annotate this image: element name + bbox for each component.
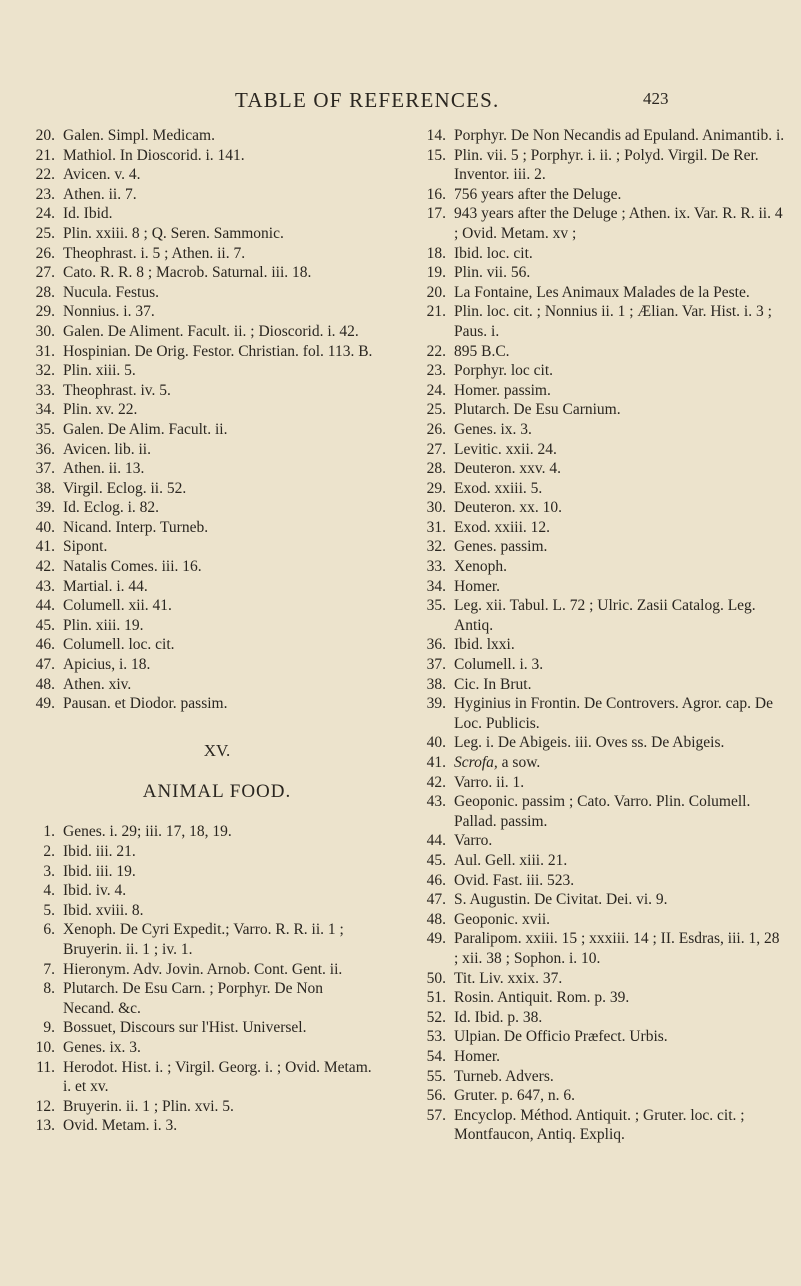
reference-text: Exod. xxiii. 12. <box>454 518 551 536</box>
reference-text: La Fontaine, Les Animaux Malades de la Peste. <box>454 283 750 301</box>
reference-text: Hieronym. Adv. Jovin. Arnob. Cont. Gent. ii. <box>63 960 343 978</box>
reference-text: Pausan. et Diodor. passim. <box>63 695 228 713</box>
reference-number: 51. <box>426 989 446 1007</box>
reference-number: 49. <box>426 930 446 948</box>
reference-entry <box>415 185 785 205</box>
reference-number: 52. <box>426 1008 446 1026</box>
reference-number: 42. <box>426 773 446 791</box>
reference-number: 29. <box>426 479 446 497</box>
reference-entry <box>24 126 374 146</box>
reference-number: 22. <box>426 342 446 360</box>
reference-text: Genes. ix. 3. <box>63 1038 141 1056</box>
reference-text: Geoponic. passim ; Cato. Varro. Plin. Columell. Pallad. passim. <box>454 793 751 830</box>
reference-entry <box>24 361 374 381</box>
reference-entry <box>24 1116 374 1136</box>
reference-number: 16. <box>426 185 446 203</box>
reference-number: 27. <box>426 440 446 458</box>
reference-entry <box>415 577 785 597</box>
reference-entry <box>415 596 785 635</box>
reference-entry <box>24 283 374 303</box>
reference-number: 48. <box>35 675 55 693</box>
reference-text: Id. Ibid. <box>63 205 113 223</box>
reference-text: Bruyerin. ii. 1 ; Plin. xvi. 5. <box>63 1097 234 1115</box>
reference-number: 13. <box>35 1117 55 1135</box>
reference-text: Plin. xxiii. 8 ; Q. Seren. Sammonic. <box>63 224 284 242</box>
reference-entry <box>24 537 374 557</box>
reference-number: 1. <box>43 823 55 841</box>
reference-text: Galen. Simpl. Medicam. <box>63 127 215 144</box>
reference-entry <box>415 342 785 362</box>
reference-number: 7. <box>43 960 55 978</box>
reference-entry <box>24 165 374 185</box>
reference-number: 32. <box>35 362 55 380</box>
reference-number: 37. <box>426 656 446 674</box>
reference-text: Athen. xiv. <box>63 675 132 693</box>
reference-entry <box>415 420 785 440</box>
reference-number: 14. <box>426 127 446 144</box>
reference-text: Exod. xxiii. 5. <box>454 479 543 497</box>
reference-entry <box>24 862 374 882</box>
reference-number: 26. <box>426 420 446 438</box>
reference-entry <box>415 753 785 773</box>
reference-number: 10. <box>35 1038 55 1056</box>
reference-number: 40. <box>426 734 446 752</box>
reference-text: Athen. ii. 7. <box>63 185 137 203</box>
reference-number: 26. <box>35 244 55 262</box>
reference-entry <box>24 842 374 862</box>
reference-text: Hyginius in Frontin. De Controvers. Agror. cap. De Loc. Publicis. <box>454 695 774 732</box>
reference-number: 20. <box>35 127 55 144</box>
reference-number: 54. <box>426 1047 446 1065</box>
reference-text: Id. Ibid. p. 38. <box>454 1008 543 1026</box>
reference-text: Scrofa, a sow. <box>454 754 541 771</box>
reference-entry <box>24 459 374 479</box>
reference-number: 38. <box>426 675 446 693</box>
reference-number: 6. <box>43 921 55 939</box>
reference-text: Ibid. lxxi. <box>454 636 515 654</box>
reference-entry <box>24 263 374 283</box>
reference-number: 25. <box>35 224 55 242</box>
reference-text: Nucula. Festus. <box>63 283 160 301</box>
reference-text: Nicand. Interp. Turneb. <box>63 518 209 536</box>
reference-text: Xenoph. De Cyri Expedit.; Varro. R. R. ii. 1 ; Bruyerin. ii. 1 ; iv. 1. <box>63 921 344 958</box>
reference-number: 32. <box>426 538 446 556</box>
reference-number: 44. <box>426 832 446 850</box>
reference-entry <box>24 381 374 401</box>
reference-text: 943 years after the Deluge ; Athen. ix. Var. R. R. ii. 4 ; Ovid. Metam. xv ; <box>454 205 783 242</box>
reference-text: Homer. <box>454 1047 501 1065</box>
reference-text: 895 B.C. <box>454 342 510 360</box>
reference-number: 28. <box>35 283 55 301</box>
reference-text: Virgil. Eclog. ii. 52. <box>63 479 187 497</box>
reference-entry <box>24 420 374 440</box>
reference-text: Plin. xiii. 5. <box>63 362 136 380</box>
reference-number: 5. <box>43 901 55 919</box>
reference-text: Porphyr. De Non Necandis ad Epuland. Animantib. i. <box>454 127 785 144</box>
reference-text: Leg. xii. Tabul. L. 72 ; Ulric. Zasii Catalog. Leg. Antiq. <box>454 597 756 634</box>
reference-number: 30. <box>35 322 55 340</box>
reference-number: 41. <box>35 538 55 556</box>
reference-number: 34. <box>426 577 446 595</box>
reference-number: 12. <box>35 1097 55 1115</box>
reference-entry <box>415 440 785 460</box>
reference-entry <box>415 675 785 695</box>
reference-number: 38. <box>35 479 55 497</box>
reference-number: 47. <box>426 891 446 909</box>
reference-text: Tit. Liv. xxix. 37. <box>454 969 563 987</box>
reference-entry <box>24 822 374 842</box>
reference-text: Genes. ix. 3. <box>454 420 532 438</box>
left-entries-top <box>24 126 374 714</box>
reference-number: 43. <box>426 793 446 811</box>
reference-number: 20. <box>426 283 446 301</box>
reference-text: Mathiol. In Dioscorid. i. 141. <box>63 146 245 164</box>
reference-text: Plin. loc. cit. ; Nonnius ii. 1 ; Ælian. Var. Hist. i. 3 ; Paus. i. <box>454 303 772 340</box>
reference-entry <box>415 851 785 871</box>
reference-entry <box>24 400 374 420</box>
reference-number: 22. <box>35 166 55 184</box>
reference-entry <box>24 479 374 499</box>
reference-entry <box>415 773 785 793</box>
reference-entry <box>24 655 374 675</box>
reference-entry <box>24 185 374 205</box>
reference-entry <box>24 557 374 577</box>
reference-number: 39. <box>35 499 55 517</box>
reference-number: 47. <box>35 656 55 674</box>
reference-text: Porphyr. loc cit. <box>454 362 554 380</box>
running-title: TABLE OF REFERENCES. <box>235 88 500 112</box>
reference-entry <box>415 557 785 577</box>
reference-text: Avicen. v. 4. <box>63 166 141 184</box>
reference-text: Sipont. <box>63 538 108 556</box>
reference-entry <box>24 1038 374 1058</box>
reference-entry <box>24 1097 374 1117</box>
page-number: 423 <box>643 89 669 108</box>
reference-text: Gruter. p. 647, n. 6. <box>454 1087 575 1105</box>
reference-entry <box>415 1047 785 1067</box>
reference-entry <box>415 400 785 420</box>
reference-text: Ibid. iii. 19. <box>63 862 136 880</box>
reference-number: 27. <box>35 264 55 282</box>
reference-entry <box>24 518 374 538</box>
reference-entry <box>415 871 785 891</box>
reference-number: 29. <box>35 303 55 321</box>
reference-number: 45. <box>35 616 55 634</box>
reference-text: Genes. i. 29; iii. 17, 18, 19. <box>63 823 232 841</box>
left-column <box>24 126 374 1136</box>
reference-text: Apicius, i. 18. <box>63 656 151 674</box>
reference-text: Levitic. xxii. 24. <box>454 440 557 458</box>
reference-entry <box>415 910 785 930</box>
reference-text: Deuteron. xxv. 4. <box>454 460 562 478</box>
reference-entry <box>24 302 374 322</box>
reference-entry <box>415 498 785 518</box>
reference-entry <box>24 920 374 959</box>
reference-number: 21. <box>426 303 446 321</box>
right-column <box>415 126 785 1145</box>
reference-text: Ovid. Fast. iii. 523. <box>454 871 575 889</box>
reference-number: 56. <box>426 1087 446 1105</box>
reference-entry <box>415 361 785 381</box>
reference-text: Galen. De Aliment. Facult. ii. ; Dioscorid. i. 42. <box>63 322 359 340</box>
reference-entry <box>24 440 374 460</box>
reference-entry <box>415 459 785 479</box>
reference-entry <box>24 960 374 980</box>
reference-text: Columell. i. 3. <box>454 656 544 674</box>
reference-entry <box>415 518 785 538</box>
reference-entry <box>415 263 785 283</box>
reference-text: Bossuet, Discours sur l'Hist. Universel. <box>63 1019 307 1037</box>
reference-text: Martial. i. 44. <box>63 577 148 595</box>
reference-entry <box>24 204 374 224</box>
reference-number: 40. <box>35 518 55 536</box>
reference-number: 18. <box>426 244 446 262</box>
reference-entry <box>415 694 785 733</box>
reference-number: 35. <box>426 597 446 615</box>
reference-number: 30. <box>426 499 446 517</box>
reference-entry <box>24 694 374 714</box>
reference-text: Genes. passim. <box>454 538 548 556</box>
reference-entry <box>24 1018 374 1038</box>
reference-entry <box>415 204 785 243</box>
reference-entry <box>415 831 785 851</box>
running-header <box>0 88 801 112</box>
reference-text: Turneb. Advers. <box>454 1067 554 1085</box>
reference-text: Galen. De Alim. Facult. ii. <box>63 420 228 438</box>
reference-text: Xenoph. <box>454 558 507 576</box>
reference-text: Encyclop. Méthod. Antiquit. ; Gruter. loc. cit. ; Montfaucon, Antiq. Expliq. <box>454 1106 745 1144</box>
reference-number: 35. <box>35 420 55 438</box>
reference-text: Avicen. lib. ii. <box>63 440 151 458</box>
reference-entry <box>415 969 785 989</box>
reference-entry <box>24 596 374 616</box>
reference-text: Plin. xv. 22. <box>63 401 138 419</box>
reference-text: Columell. loc. cit. <box>63 636 175 654</box>
reference-text: Deuteron. xx. 10. <box>454 499 563 517</box>
reference-text: Paralipom. xxiii. 15 ; xxxiii. 14 ; II. Esdras, iii. 1, 28 ; xii. 38 ; Sophon. i. 10. <box>454 930 780 967</box>
reference-number: 36. <box>35 440 55 458</box>
right-entries <box>415 126 785 1145</box>
reference-entry <box>415 1008 785 1028</box>
reference-text: Plin. xiii. 19. <box>63 616 144 634</box>
reference-number: 23. <box>35 185 55 203</box>
reference-entry <box>24 901 374 921</box>
reference-number: 19. <box>426 264 446 282</box>
reference-entry <box>415 244 785 264</box>
reference-entry <box>415 635 785 655</box>
reference-text: Homer. passim. <box>454 381 551 399</box>
reference-text: Ibid. loc. cit. <box>454 244 533 262</box>
reference-text: Athen. ii. 13. <box>63 460 145 478</box>
reference-entry <box>415 1067 785 1087</box>
reference-text: Varro. <box>454 832 493 850</box>
reference-number: 23. <box>426 362 446 380</box>
reference-number: 17. <box>426 205 446 223</box>
reference-entry <box>24 498 374 518</box>
reference-number: 33. <box>35 381 55 399</box>
reference-number: 15. <box>426 146 446 164</box>
reference-number: 3. <box>43 862 55 880</box>
reference-number: 4. <box>43 882 55 900</box>
reference-text: Leg. i. De Abigeis. iii. Oves ss. De Abigeis. <box>454 734 725 752</box>
reference-text: Hospinian. De Orig. Festor. Christian. fol. 113. B. <box>63 342 373 360</box>
reference-entry <box>415 126 785 146</box>
reference-number: 8. <box>43 980 55 998</box>
reference-text: Plin. vii. 5 ; Porphyr. i. ii. ; Polyd. Virgil. De Rer. Inventor. iii. 2. <box>454 146 759 184</box>
reference-text: Herodot. Hist. i. ; Virgil. Georg. i. ; Ovid. Metam. i. et xv. <box>63 1058 372 1096</box>
reference-number: 21. <box>35 146 55 164</box>
reference-text: Rosin. Antiquit. Rom. p. 39. <box>454 989 630 1007</box>
reference-text: Nonnius. i. 37. <box>63 303 155 321</box>
reference-number: 24. <box>35 205 55 223</box>
reference-number: 43. <box>35 577 55 595</box>
reference-number: 36. <box>426 636 446 654</box>
reference-entry <box>24 244 374 264</box>
reference-entry <box>415 1086 785 1106</box>
reference-text: Ibid. iv. 4. <box>63 882 127 900</box>
reference-text: Aul. Gell. xiii. 21. <box>454 851 568 869</box>
section-number: XV. <box>203 740 231 760</box>
reference-text: Ibid. xviii. 8. <box>63 901 144 919</box>
reference-number: 41. <box>426 754 446 771</box>
reference-entry <box>415 1027 785 1047</box>
reference-entry <box>415 733 785 753</box>
reference-entry <box>415 988 785 1008</box>
reference-text: Theophrast. iv. 5. <box>63 381 171 399</box>
reference-text: S. Augustin. De Civitat. Dei. vi. 9. <box>454 891 668 909</box>
reference-entry <box>415 655 785 675</box>
reference-text: Columell. xii. 41. <box>63 597 172 615</box>
reference-text: Plutarch. De Esu Carnium. <box>454 401 621 419</box>
reference-entry <box>415 381 785 401</box>
reference-text: Cato. R. R. 8 ; Macrob. Saturnal. iii. 18. <box>63 264 312 282</box>
reference-entry <box>415 146 785 185</box>
reference-number: 28. <box>426 460 446 478</box>
reference-number: 45. <box>426 851 446 869</box>
reference-text: Theophrast. i. 5 ; Athen. ii. 7. <box>63 244 246 262</box>
reference-number: 55. <box>426 1067 446 1085</box>
reference-entry <box>24 881 374 901</box>
reference-number: 31. <box>426 518 446 536</box>
reference-number: 46. <box>426 871 446 889</box>
left-entries-bottom <box>24 822 374 1136</box>
reference-entry <box>415 283 785 303</box>
reference-entry <box>415 929 785 968</box>
reference-entry <box>24 577 374 597</box>
reference-number: 37. <box>35 460 55 478</box>
reference-entry <box>415 302 785 341</box>
reference-text: Ovid. Metam. i. 3. <box>63 1117 178 1135</box>
reference-text: Geoponic. xvii. <box>454 910 550 928</box>
reference-number: 53. <box>426 1028 446 1046</box>
reference-number: 42. <box>35 558 55 576</box>
reference-entry <box>24 675 374 695</box>
reference-text: Homer. <box>454 577 501 595</box>
reference-number: 24. <box>426 381 446 399</box>
reference-number: 31. <box>35 342 55 360</box>
reference-number: 39. <box>426 695 446 713</box>
reference-number: 11. <box>36 1058 55 1076</box>
reference-text: 756 years after the Deluge. <box>454 185 622 203</box>
reference-text: Ibid. iii. 21. <box>63 843 136 860</box>
reference-entry <box>24 1058 374 1097</box>
reference-number: 9. <box>43 1019 55 1037</box>
reference-number: 49. <box>35 695 55 713</box>
section-title: ANIMAL FOOD. <box>142 780 292 802</box>
reference-entry <box>24 322 374 342</box>
reference-number: 25. <box>426 401 446 419</box>
reference-text: Plin. vii. 56. <box>454 264 531 282</box>
reference-entry <box>24 979 374 1018</box>
reference-entry <box>415 792 785 831</box>
reference-text: Ulpian. De Officio Præfect. Urbis. <box>454 1028 668 1046</box>
reference-entry <box>24 635 374 655</box>
reference-text: Id. Eclog. i. 82. <box>63 499 159 517</box>
reference-text: Natalis Comes. iii. 16. <box>63 558 202 576</box>
reference-entry <box>415 479 785 499</box>
reference-number: 44. <box>35 597 55 615</box>
reference-entry <box>24 146 374 166</box>
reference-number: 34. <box>35 401 55 419</box>
reference-entry <box>24 224 374 244</box>
reference-number: 48. <box>426 910 446 928</box>
reference-text: Plutarch. De Esu Carn. ; Porphyr. De Non Necand. &c. <box>63 980 324 1017</box>
reference-entry <box>415 890 785 910</box>
reference-number: 50. <box>426 969 446 987</box>
reference-number: 46. <box>35 636 55 654</box>
reference-number: 33. <box>426 558 446 576</box>
reference-text: Varro. ii. 1. <box>454 773 525 791</box>
reference-entry <box>415 537 785 557</box>
reference-number: 57. <box>426 1106 446 1124</box>
reference-number: 2. <box>43 843 55 860</box>
reference-entry <box>415 1106 785 1145</box>
reference-entry <box>24 342 374 362</box>
reference-entry <box>24 616 374 636</box>
reference-text: Cic. In Brut. <box>454 675 532 693</box>
